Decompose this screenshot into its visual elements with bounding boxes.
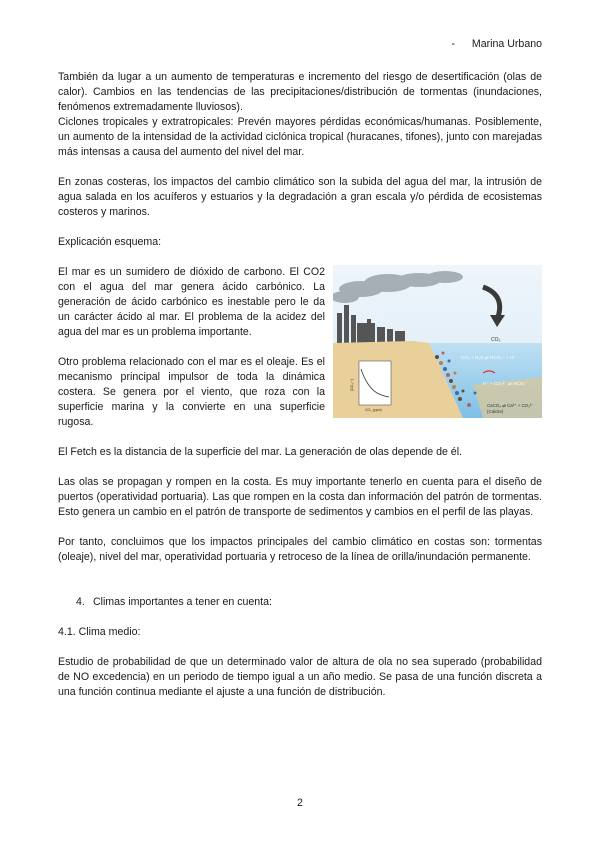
equation-calcite: CaCO₃ ⇌ Ca²⁺ + CO₃²⁻ [487, 403, 534, 408]
page-header [451, 37, 542, 52]
section-4-title: Climas importantes a tener en cuenta: [92, 596, 272, 608]
co2-label: CO₂ [491, 337, 501, 343]
equation-carbonic: CO₂ + H₂O ⇌ HCO₃⁻ + H⁺ [461, 355, 516, 360]
page-content [58, 70, 542, 700]
paragraph-scheme-heading: Explicación esquema: [58, 236, 162, 248]
section-4-heading [58, 595, 542, 610]
ocean-acidification-figure [333, 265, 542, 418]
paragraph-coastal-impacts: En zonas costeras, los impactos del cambio climático son la subida del agua del mar, la intrusión de agua salada en los acuíferos y estuarios y la degradación a gran escala y/o pérdida de ecosistemas costeros y marinos. [58, 176, 542, 218]
chart-y-label: [CO₃²⁻] [350, 379, 354, 391]
paragraph-waves: Otro problema relacionado con el mar es el oleaje. Es el mecanismo principal impulsor de toda la dinámica costera. Se genera por el viento, que roza con la superficie marina y la convierte en una superficie rugosa. [58, 356, 325, 428]
paragraph-conclusion: Por tanto, concluimos que los impactos principales del cambio climático en costas son: tormentas (oleaje), nivel del mar, operatividad portuaria y retroceso de la línea de orilla/inundación permanente. [58, 536, 542, 563]
paragraph-temperatures: También da lugar a un aumento de temperaturas e incremento del riesgo de desertificación (olas de calor). Cambios en las tendencias de las precipitaciones/distribución de tormentas (inundaciones, fenómenos extremadamente lluviosos). [58, 71, 542, 113]
header-dash: - [451, 38, 455, 50]
section-4-number: 4. [76, 596, 85, 608]
paragraph-mean-climate: Estudio de probabilidad de que un determinado valor de altura de ola no sea superado (probabilidad de NO excedencia) en un periodo de tiempo igual a un año medio. Se pasa de una función discreta a una función continua mediante el ajuste a una función de distribución. [58, 656, 542, 698]
equation-bicarbonate: H⁺ + CO₃²⁻ ⇌ HCO₃⁻ [483, 381, 528, 386]
page-number: 2 [297, 797, 303, 809]
equation-calcite-note: (Calcite) [487, 409, 504, 414]
paragraph-co2-sink: El mar es un sumidero de dióxido de carbono. El CO2 con el agua del mar genera ácido carbónico. La generación de ácido carbónico es inestable pero le da un carácter ácido al mar. El problema de la acidez del agua del mar es un problema importante. [58, 266, 325, 338]
paragraph-fetch: El Fetch es la distancia de la superficie del mar. La generación de olas depende de él. [58, 446, 462, 458]
text-with-figure [58, 265, 542, 430]
header-author: Marina Urbano [471, 38, 542, 50]
section-4-1-heading: 4.1. Clima medio: [58, 626, 141, 638]
paragraph-cyclones: Ciclones tropicales y extratropicales: Prevén mayores pérdidas económicas/humanas. Posiblemente, un aumento de la intensidad de la actividad ciclónica tropical (huracanes, tifones), junto con marejadas más intensas a causa del aumento del nivel del mar. [58, 116, 542, 158]
paragraph-wave-propagation: Las olas se propagan y rompen en la costa. Es muy importante tenerlo en cuenta para el diseño de puertos (operatividad portuaria). Las que rompen en la costa dan información del patrón de tormentas. Esto genera un cambio en el patrón de transporte de sedimentos y cambios en el perfil de las playas. [58, 476, 542, 518]
chart-x-label: CO₂ (ppm) [365, 408, 382, 412]
